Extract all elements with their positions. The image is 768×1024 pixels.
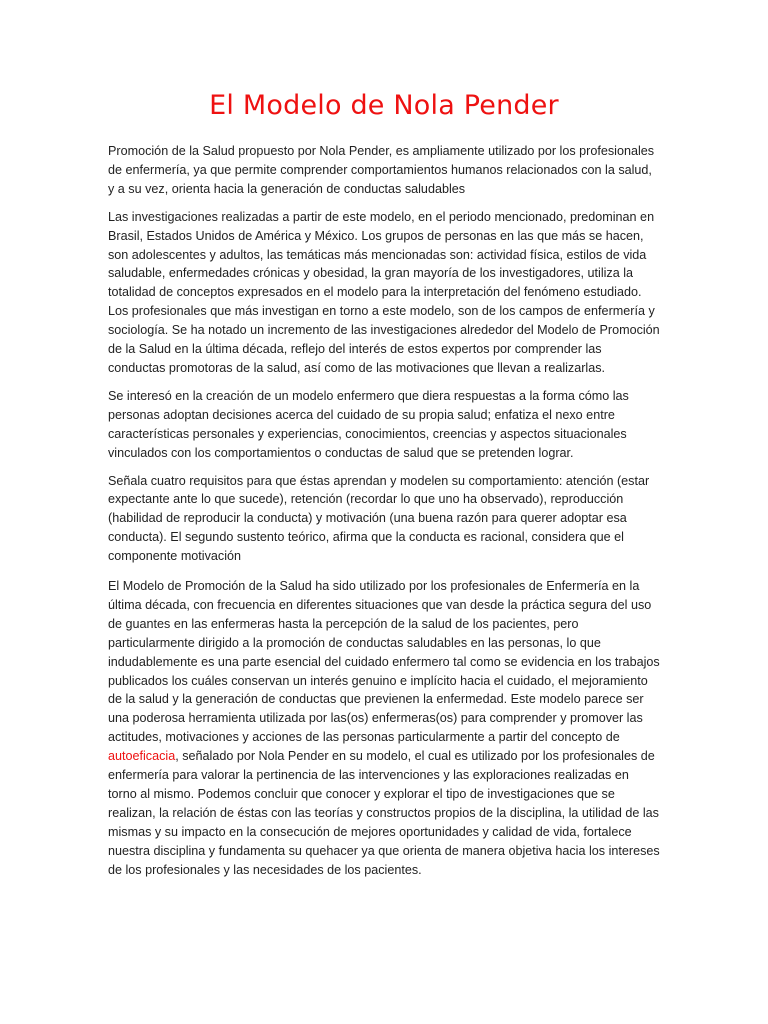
paragraph-requirements: Señala cuatro requisitos para que éstas aprendan y modelen su comportamiento: atención (estar expectante ante lo que sucede), retención (recordar lo que uno ha observado), reproducción (habilidad de reproducir la conducta) y motivación (una buena razón para querer adoptar esa conducta). El segundo sustento teórico, afirma que la conducta es racional, considera que el componente motivación [108, 473, 650, 564]
autoeficacia-link[interactable]: autoeficacia [108, 749, 176, 764]
paragraph-intro: Promoción de la Salud propuesto por Nola Pender, es ampliamente utilizado por los profesionales de enfermería, ya que permite comprender comportamientos humanos relacionados con la salud, y a su vez, orienta hacia la generación de conductas saludables [108, 144, 655, 196]
page-title: El Modelo de Nola Pender [209, 90, 559, 121]
paragraph-conclusion [108, 577, 660, 880]
paragraph-model-interest: Se interesó en la creación de un modelo enfermero que diera respuestas a la forma cómo las personas adoptan decisiones acerca del cuidado de su propia salud; enfatiza el nexo entre características personales y experiencias, conocimientos, creencias y aspectos situacionales vinculados con los comportamientos o conductas de salud que se pretenden lograr. [108, 388, 629, 460]
conclusion-text-after: , señalado por Nola Pender en su modelo, el cual es utilizado por los profesionales de enfermería para valorar la pertinencia de las intervenciones y las exploraciones realizadas en torno al mismo. Podemos concluir que conocer y explorar el tipo de investigaciones que se realizan, la relación de éstas con las teorías y constructos propios de la disciplina, la utilidad de las mismas y su impacto en la consecución de mejores oportunidades y calidad de vida, fortalece nuestra disciplina y fundamenta su quehacer ya que orienta de manera objetiva hacia los intereses de los profesionales y las necesidades de los pacientes. [108, 749, 660, 877]
conclusion-text-before: El Modelo de Promoción de la Salud ha sido utilizado por los profesionales de Enfermería en la última década, con frecuencia en diferentes situaciones que van desde la práctica segura del uso de guantes en las enfermeras hasta la percepción de la salud de los pacientes, pero particularmente dirigido a la promoción de conductas saludables en las personas, lo que indudablemente es una parte esencial del cuidado enfermero tal como se evidencia en los trabajos publicados los cuáles conservan un interés genuino e implícito hacia el cuidado, el mejoramiento de la salud y la generación de conductas que previenen la enfermedad. Este modelo parece ser una poderosa herramienta utilizada por las(os) enfermeras(os) para comprender y promover las actitudes, motivaciones y acciones de las personas particularmente a partir del concepto de [108, 579, 660, 745]
document-page [108, 88, 660, 889]
paragraph-investigations: Las investigaciones realizadas a partir de este modelo, en el periodo mencionado, predominan en Brasil, Estados Unidos de América y México. Los grupos de personas en las que más se hacen, son adolescentes y adultos, las temáticas más mencionadas son: actividad física, estilos de vida saludable, enfermedades crónicas y obesidad, la gran mayoría de los investigadores, utiliza la totalidad de conceptos expresados en el modelo para la interpretación del fenómeno estudiado. Los profesionales que más investigan en torno a este modelo, son de los campos de enfermería y sociología. Se ha notado un incremento de las investigaciones alrededor del Modelo de Promoción de la Salud en la última década, reflejo del interés de estos expertos por comprender las conductas promotoras de la salud, así como de las motivaciones que llevan a realizarlas. [108, 209, 660, 375]
